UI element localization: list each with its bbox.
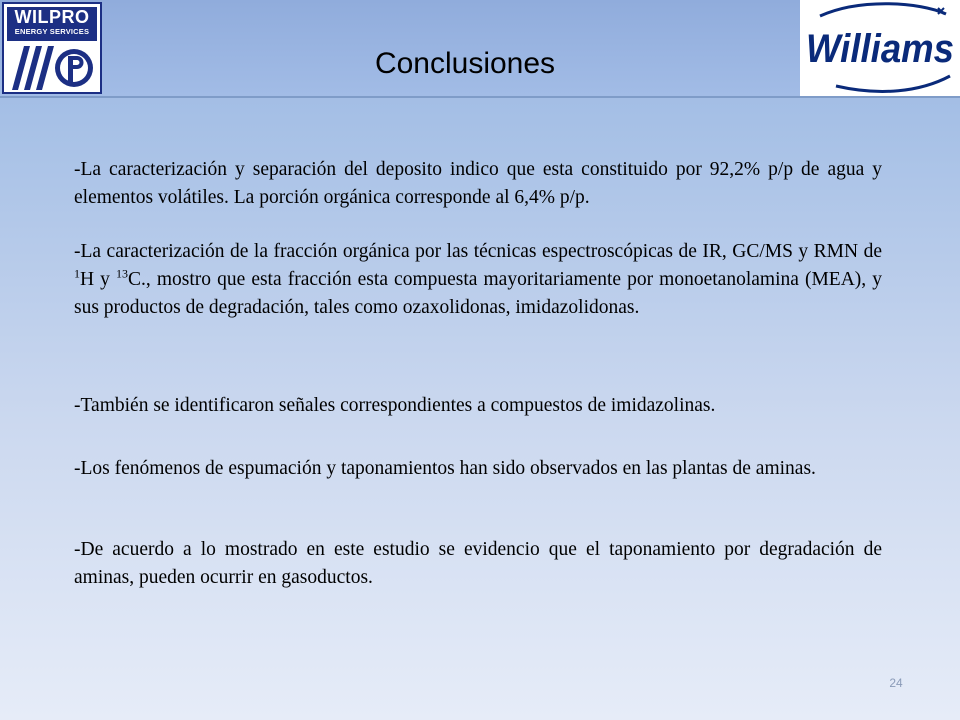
conclusion-paragraph-5: -De acuerdo a lo mostrado en este estudio se evidencio que el taponamiento por degradación de aminas, pueden ocurrir en gasoductos. [74, 539, 882, 588]
paragraph-2-text-2: H y [80, 269, 116, 290]
conclusion-paragraph-3: -También se identificaron señales correspondientes a compuestos de imidazolinas. [74, 395, 716, 416]
williams-logo [800, 0, 960, 96]
williams-logo-icon [800, 0, 960, 96]
conclusion-paragraph-1: -La caracterización y separación del deposito indico que esta constituido por 92,2% p/p de agua y elementos volátiles. La porción orgánica corresponde al 6,4% p/p. [74, 159, 882, 208]
wilpro-logo [2, 2, 102, 94]
page-number: 24 [889, 676, 903, 690]
conclusion-paragraph-4: -Los fenómenos de espumación y taponamientos han sido observados en las plantas de aminas. [74, 458, 816, 479]
wilpro-logo-name: WILPRO [14, 7, 90, 27]
superscript-1h: 1 [74, 266, 80, 281]
paragraph-2-text-3: C., mostro que esta fracción esta compuesta mayoritariamente por monoetanolamina (MEA), y sus productos de degradación, tales como ozaxolidonas, imidazolidonas. [74, 269, 882, 318]
superscript-13c: 13 [116, 266, 128, 281]
wilpro-logo-text-block [7, 7, 97, 41]
paragraph-2-text-1: -La caracterización de la fracción orgánica por las técnicas espectroscópicas de IR, GC/MS y RMN de [74, 241, 882, 262]
wilpro-logo-subtitle: ENERGY SERVICES [14, 27, 90, 36]
page-title: Conclusiones [374, 47, 556, 80]
conclusion-paragraph-2 [74, 238, 882, 322]
wilpro-logo-icon [8, 44, 96, 92]
williams-logo-name: Williams [806, 27, 954, 71]
header-divider [0, 96, 960, 98]
